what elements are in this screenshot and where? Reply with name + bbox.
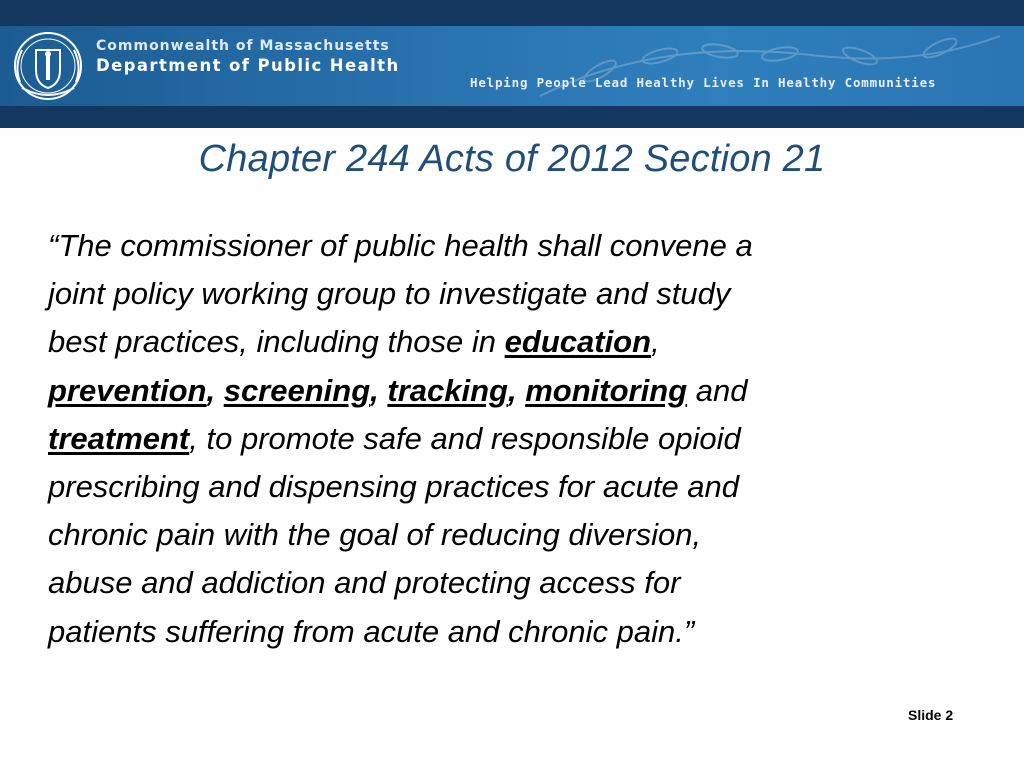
- punctuation: ,: [370, 372, 388, 408]
- keyword-monitoring: monitoring: [525, 372, 688, 408]
- keyword-treatment: treatment: [48, 420, 190, 456]
- keyword-education: education: [504, 324, 652, 360]
- quote-line: chronic pain with the goal of reducing diversion,: [48, 517, 702, 553]
- keyword-prevention: prevention: [48, 372, 207, 408]
- quote-text: and: [687, 372, 748, 408]
- punctuation: ,: [206, 372, 224, 408]
- org-line-commonwealth: Commonwealth of Massachusetts: [96, 38, 390, 54]
- slide-title: Chapter 244 Acts of 2012 Section 21: [198, 138, 826, 180]
- keyword-screening: screening: [223, 372, 371, 408]
- punctuation: ,: [651, 324, 660, 360]
- punctuation: ,: [508, 372, 526, 408]
- quote-line: abuse and addiction and protecting access for: [48, 565, 681, 601]
- quote-line: joint policy working group to investigate and study: [48, 276, 731, 312]
- banner-bottom-bar: [0, 106, 1024, 128]
- quote-line: “The commissioner of public health shall convene a: [48, 228, 753, 263]
- state-seal-icon: [6, 26, 90, 106]
- slide-number: Slide 2: [908, 707, 954, 723]
- tagline: Helping People Lead Healthy Lives In Healthy Communities: [470, 75, 937, 90]
- quote-line: prescribing and dispensing practices for acute and: [48, 469, 740, 505]
- organization-name: [96, 39, 400, 75]
- quote-line: patients suffering from acute and chronic pain.”: [48, 613, 695, 649]
- quote-line: [48, 415, 988, 463]
- header-banner: [0, 26, 1024, 106]
- top-bar: [0, 0, 1024, 26]
- keyword-tracking: tracking: [387, 372, 508, 408]
- laurel-watermark: [520, 26, 1024, 106]
- org-line-department: Department of Public Health: [96, 56, 400, 75]
- quote-text: best practices, including those in: [48, 324, 505, 360]
- quote-text: , to promote safe and responsible opioid: [189, 420, 741, 456]
- quote-line: [48, 367, 988, 415]
- quote-body: [48, 222, 988, 656]
- quote-line: [48, 318, 988, 366]
